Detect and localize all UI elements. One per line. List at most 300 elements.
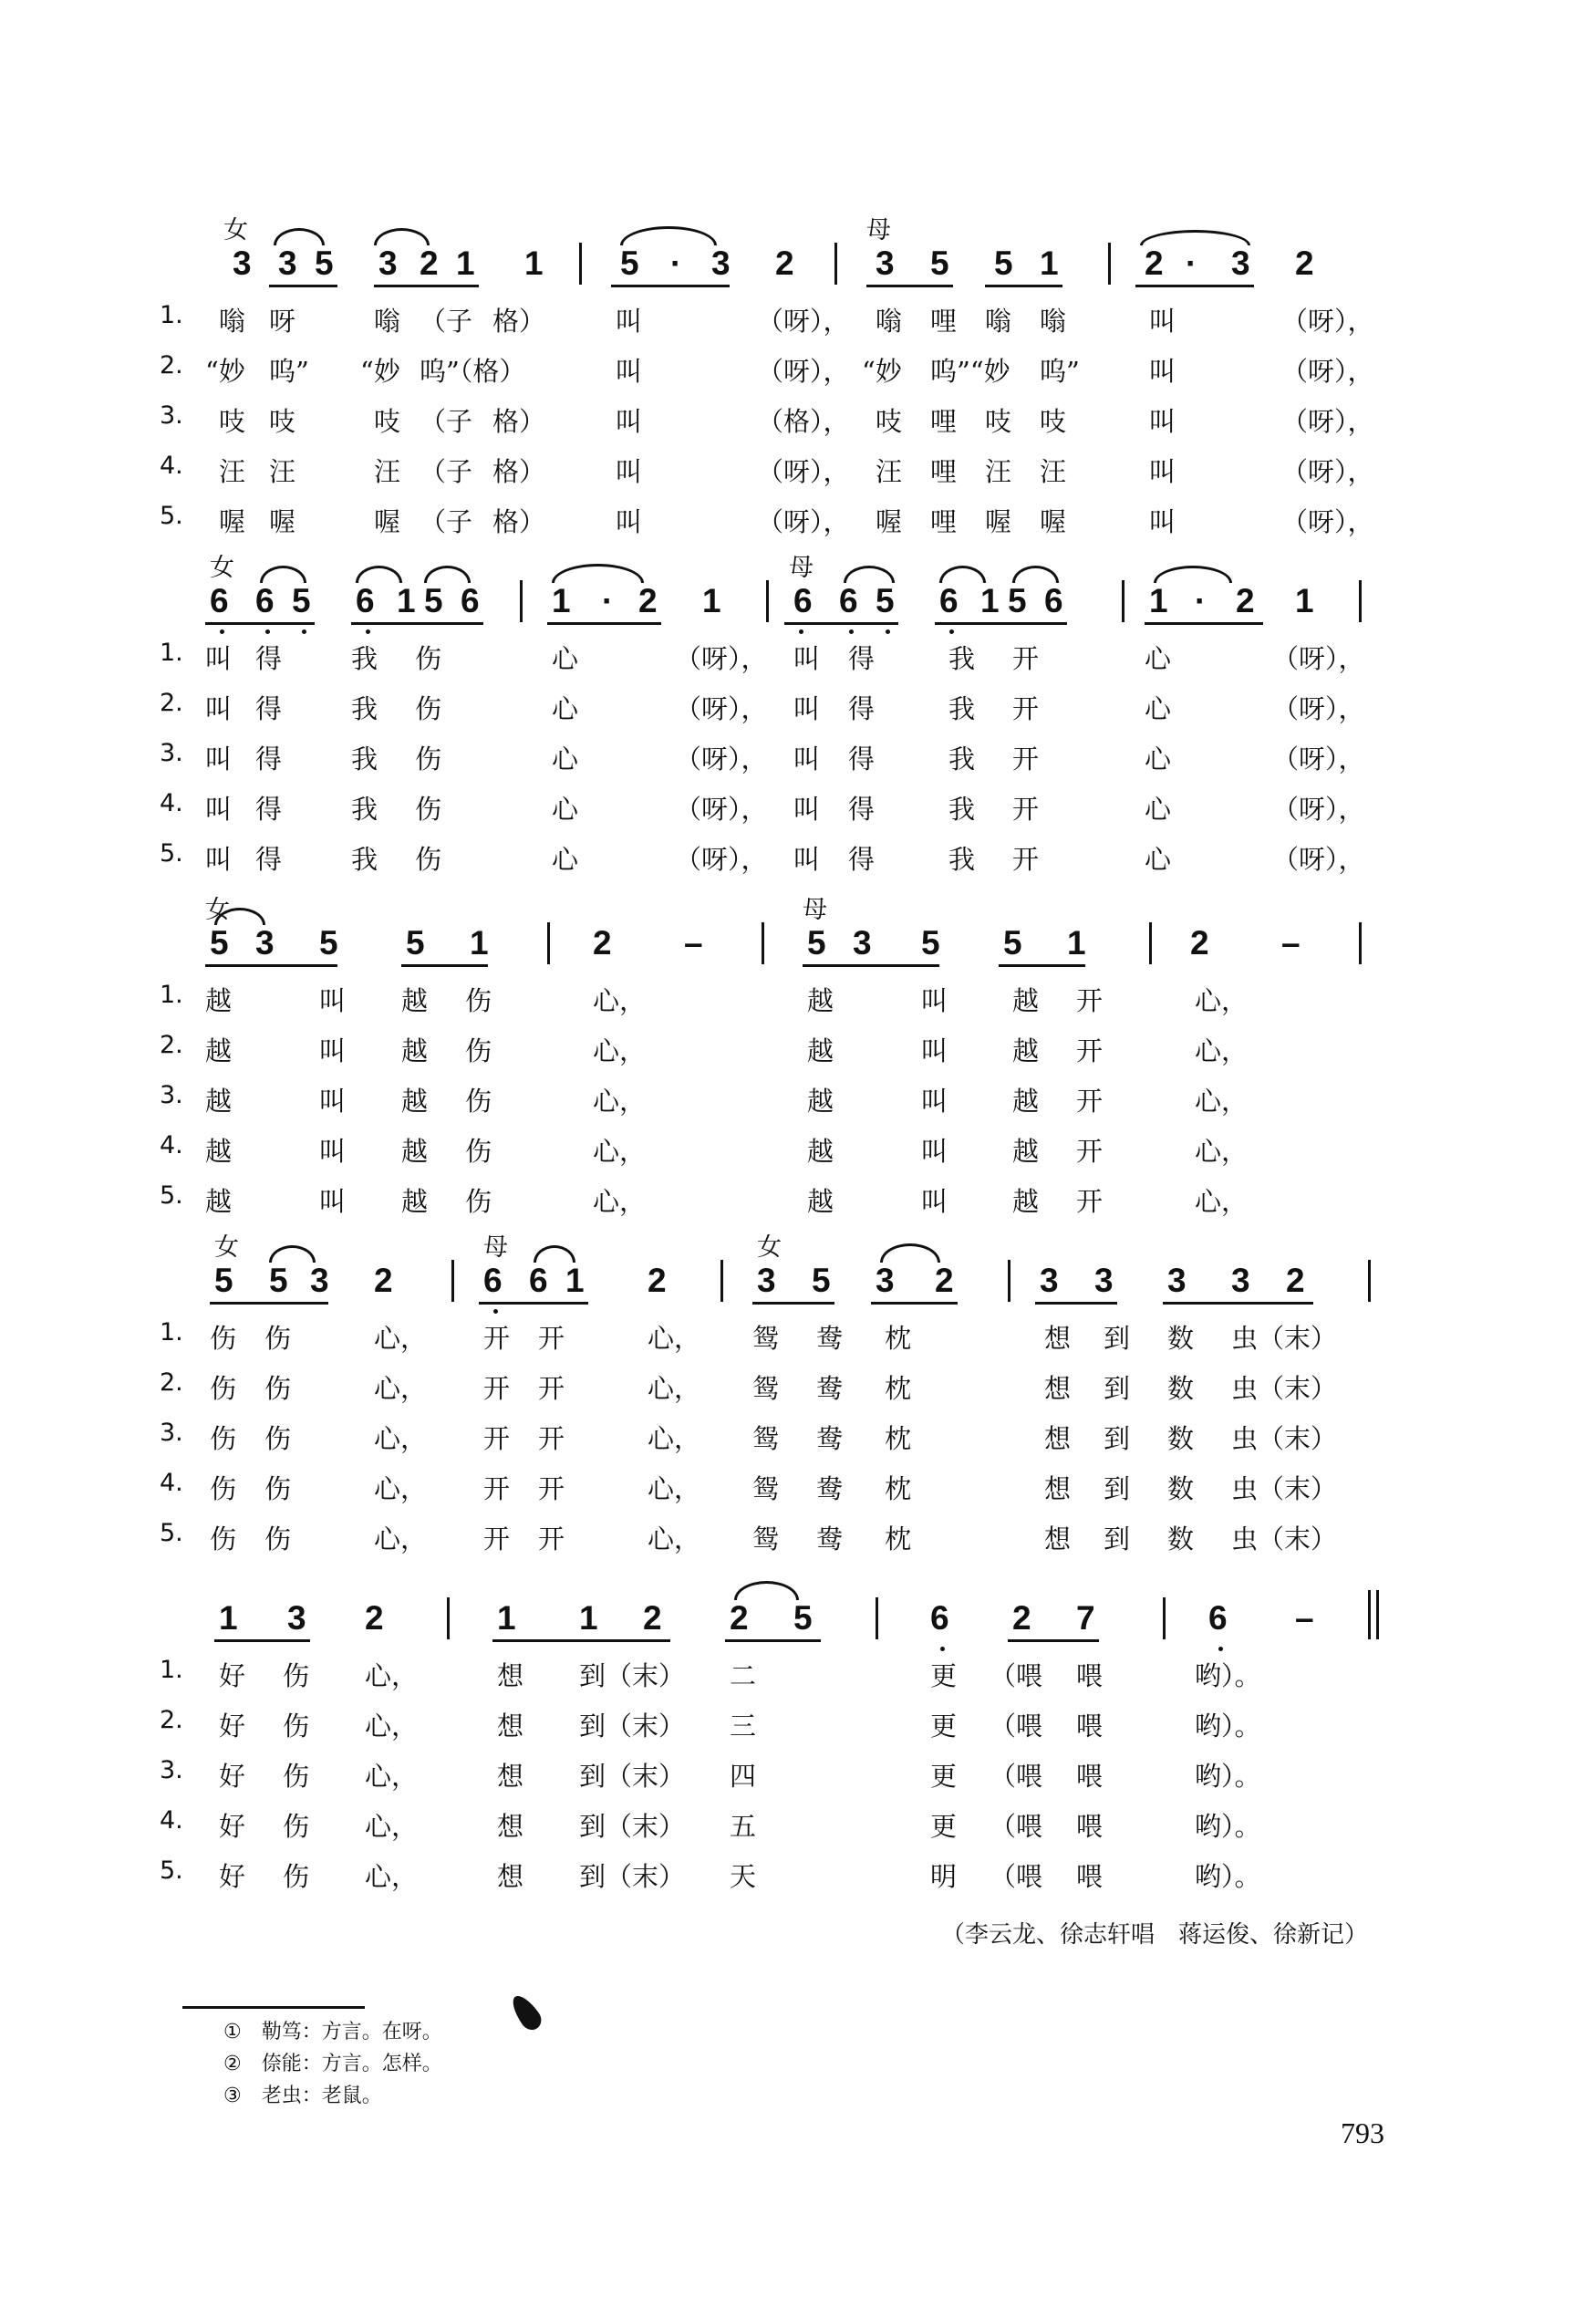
lyric-text: （子 xyxy=(420,406,473,437)
note-digit: 3 xyxy=(1040,1262,1059,1299)
lyric-text: 好 xyxy=(219,1660,246,1691)
lyric-text: 叫 xyxy=(921,1186,948,1217)
lyric-text: 格） xyxy=(492,306,546,337)
bar-line xyxy=(547,922,550,964)
verse-number: 2. xyxy=(160,689,183,717)
lyric-text: 叫 xyxy=(319,1086,347,1117)
lyric-text: （喂 xyxy=(990,1761,1043,1792)
lyric-text: 伤 xyxy=(465,1186,492,1217)
lyric-text: 越 xyxy=(807,1086,834,1117)
note-digit: 6 xyxy=(483,1262,503,1299)
lyric-text: 伤 xyxy=(210,1323,237,1354)
verse-number: 3. xyxy=(160,1081,183,1109)
lyric-text: 叫 xyxy=(616,356,643,387)
lyric-text: 伤 xyxy=(415,743,442,775)
verse-number: 5. xyxy=(160,1856,183,1885)
lyric-text: 心， xyxy=(593,1136,647,1167)
lyric-text: 心， xyxy=(374,1523,428,1555)
beam-underline xyxy=(1035,1302,1117,1305)
beam-underline xyxy=(1163,1302,1313,1305)
slur-mark xyxy=(534,1245,575,1263)
lyric-text: 心， xyxy=(365,1761,419,1792)
lyric-text: 我 xyxy=(948,643,976,674)
lyric-text: 我 xyxy=(948,743,976,775)
lyric-text: 嗡 xyxy=(985,306,1012,337)
slur-mark xyxy=(260,566,306,583)
note-digit: 6 xyxy=(210,582,229,619)
lyric-text: 叫 xyxy=(616,406,643,437)
lyric-text: 伤 xyxy=(283,1861,310,1892)
note-digit: 1 xyxy=(1295,582,1314,619)
lyric-text: 吱 xyxy=(985,406,1012,437)
note-digit: 1 xyxy=(1040,244,1059,282)
lyric-text: 虫（末） xyxy=(1231,1323,1338,1354)
verse-number: 1. xyxy=(160,301,183,329)
lyric-text: 我 xyxy=(351,844,378,875)
lyric-text: 心 xyxy=(552,693,579,724)
lyric-text: 叫 xyxy=(793,693,821,724)
lyric-text: 越 xyxy=(205,985,233,1016)
role-marker: 女 xyxy=(223,216,248,244)
note-digit: 3 xyxy=(378,244,398,282)
note-digit: 6 xyxy=(255,582,275,619)
note-digit: 5 xyxy=(406,924,425,962)
lyric-text: 叫 xyxy=(616,306,643,337)
lyric-text: 格） xyxy=(492,456,546,487)
lyric-text: 嗡 xyxy=(876,306,903,337)
footnote-2: ② 倷能：方言。怎样。 xyxy=(223,2053,442,2075)
lyric-text: 三 xyxy=(730,1711,757,1742)
lyric-text: 喔 xyxy=(219,506,246,537)
verse-number: 1. xyxy=(160,981,183,1009)
note-digit: · xyxy=(602,582,614,619)
lyric-text: 哟）。 xyxy=(1195,1711,1261,1742)
lyric-text: 我 xyxy=(948,693,976,724)
note-digit: 5 xyxy=(921,924,940,962)
lyric-text: 叫 xyxy=(1149,506,1176,537)
lyric-text: 嗡 xyxy=(219,306,246,337)
lyric-text: 鸳 xyxy=(752,1473,780,1504)
note-digit: – xyxy=(1295,1599,1314,1637)
lyric-text: 伤 xyxy=(465,1035,492,1066)
lyric-text: 叫 xyxy=(319,1035,347,1066)
note-digit: 1 xyxy=(497,1599,516,1637)
lyric-text: （格）， xyxy=(757,406,850,437)
lyric-text: （呀）， xyxy=(675,743,768,775)
lyric-text: 汪 xyxy=(269,456,296,487)
lyric-text: 哩 xyxy=(930,456,958,487)
note-digit: 3 xyxy=(1167,1262,1187,1299)
lyric-text: （呀）， xyxy=(675,794,768,825)
lyric-text: 鸳 xyxy=(752,1423,780,1454)
note-digit: 1 xyxy=(980,582,1000,619)
note-digit: 5 xyxy=(292,582,311,619)
lyric-text: （喂 xyxy=(990,1660,1043,1691)
lyric-text: 越 xyxy=(1012,985,1040,1016)
lyric-text: 心 xyxy=(552,844,579,875)
note-digit: 2 xyxy=(374,1262,393,1299)
verse-number: 1. xyxy=(160,1318,183,1347)
slur-mark xyxy=(356,566,402,583)
lyric-text: 想 xyxy=(1044,1323,1072,1354)
lyric-text: 开 xyxy=(1076,1186,1104,1217)
lyric-text: 心 xyxy=(552,794,579,825)
lyric-text: 哟）。 xyxy=(1195,1660,1261,1691)
note-digit: 5 xyxy=(1008,582,1027,619)
verse-number: 4. xyxy=(160,789,183,817)
beam-underline xyxy=(611,285,730,287)
lyric-text: 叫 xyxy=(921,1136,948,1167)
lyric-text: 越 xyxy=(205,1086,233,1117)
slur-mark xyxy=(734,1581,799,1600)
lyric-text: 汪 xyxy=(219,456,246,487)
lyric-text: 伤 xyxy=(264,1423,292,1454)
verse-number: 4. xyxy=(160,1469,183,1497)
lyric-text: （呀）， xyxy=(675,693,768,724)
lyric-text: 虫（末） xyxy=(1231,1373,1338,1404)
beam-underline xyxy=(205,964,337,967)
lyric-text: （呀）， xyxy=(757,456,850,487)
beam-underline xyxy=(866,285,953,287)
slur-mark xyxy=(939,566,986,583)
lyric-text: 伤 xyxy=(283,1811,310,1842)
note-digit: – xyxy=(684,924,703,962)
lyric-text: 喂 xyxy=(1076,1711,1104,1742)
role-marker: 母 xyxy=(789,554,814,582)
lyric-text: 枕 xyxy=(885,1523,912,1555)
lyric-text: 到（末） xyxy=(579,1711,686,1742)
lyric-text: 开 xyxy=(538,1323,565,1354)
page-number: 793 xyxy=(1341,2116,1384,2149)
lyric-text: 心， xyxy=(593,985,647,1016)
note-digit: – xyxy=(1281,924,1301,962)
bar-line xyxy=(520,580,523,622)
lyric-text: （子 xyxy=(420,506,473,537)
lyric-text: 鸳 xyxy=(752,1323,780,1354)
lyric-text: 越 xyxy=(807,1186,834,1217)
lyric-text: 越 xyxy=(1012,1035,1040,1066)
lyric-text: 叫 xyxy=(1149,406,1176,437)
beam-underline xyxy=(351,622,483,625)
beam-underline xyxy=(1008,1639,1099,1642)
beam-underline xyxy=(999,964,1085,967)
lyric-text: 想 xyxy=(497,1660,524,1691)
lyric-text: 开 xyxy=(1076,985,1104,1016)
lyric-text: 想 xyxy=(1044,1523,1072,1555)
lyric-text: 嗡 xyxy=(374,306,401,337)
beam-underline xyxy=(374,285,479,287)
lyric-text: 越 xyxy=(205,1136,233,1167)
lyric-text: 叫 xyxy=(205,844,233,875)
lyric-text: 格） xyxy=(492,506,546,537)
verse-number: 2. xyxy=(160,351,183,380)
lyric-text: （子 xyxy=(420,456,473,487)
note-digit: 1 xyxy=(702,582,721,619)
lyric-text: 心， xyxy=(374,1473,428,1504)
lyric-text: 伤 xyxy=(283,1761,310,1792)
role-marker: 女 xyxy=(214,1233,239,1262)
note-digit: 1 xyxy=(456,244,475,282)
role-marker: 母 xyxy=(483,1233,508,1262)
lyric-text: （子 xyxy=(420,306,473,337)
lyric-text: 伤 xyxy=(264,1523,292,1555)
lyric-text: 数 xyxy=(1167,1523,1195,1555)
lyric-text: 越 xyxy=(807,1136,834,1167)
note-digit: 1 xyxy=(1067,924,1086,962)
lyric-text: 心， xyxy=(1195,1136,1249,1167)
lyric-text: 四 xyxy=(730,1761,757,1792)
footnote-1: ① 勒笃：方言。在呀。 xyxy=(223,2021,442,2043)
note-digit: 5 xyxy=(876,582,895,619)
note-digit: 3 xyxy=(853,924,872,962)
note-digit: 2 xyxy=(643,1599,662,1637)
beam-underline xyxy=(205,622,315,625)
lyric-text: 到（末） xyxy=(579,1761,686,1792)
lyric-text: 呜” xyxy=(1040,356,1080,387)
lyric-text: 叫 xyxy=(205,794,233,825)
note-digit: 1 xyxy=(579,1599,598,1637)
verse-number: 4. xyxy=(160,452,183,480)
verse-number: 4. xyxy=(160,1131,183,1159)
lyric-text: 开 xyxy=(538,1523,565,1555)
slur-mark xyxy=(552,564,644,583)
lyric-text: 数 xyxy=(1167,1323,1195,1354)
note-digit: 1 xyxy=(565,1262,585,1299)
lyric-text: 开 xyxy=(538,1473,565,1504)
lyric-text: 心， xyxy=(648,1423,701,1454)
lyric-text: 数 xyxy=(1167,1423,1195,1454)
verse-number: 2. xyxy=(160,1706,183,1734)
octave-dot xyxy=(1218,1647,1223,1651)
lyric-text: 伤 xyxy=(264,1473,292,1504)
slur-mark xyxy=(274,228,325,245)
bar-line xyxy=(1163,1597,1166,1639)
lyric-text: （呀）， xyxy=(757,306,850,337)
note-digit: 2 xyxy=(1190,924,1209,962)
lyric-text: 伤 xyxy=(283,1660,310,1691)
note-digit: 5 xyxy=(1003,924,1022,962)
bar-line xyxy=(762,922,764,964)
beam-underline xyxy=(871,1302,958,1305)
lyric-text: 想 xyxy=(497,1811,524,1842)
slur-mark xyxy=(269,1245,316,1263)
note-digit: 1 xyxy=(397,582,416,619)
lyric-text: 开 xyxy=(483,1423,511,1454)
lyric-text: 虫（末） xyxy=(1231,1423,1338,1454)
note-digit: 6 xyxy=(939,582,959,619)
note-digit: 3 xyxy=(1231,1262,1250,1299)
score-system xyxy=(0,1227,1596,1555)
note-digit: 3 xyxy=(310,1262,329,1299)
final-bar-line xyxy=(1368,1590,1371,1639)
lyric-text: 开 xyxy=(1076,1035,1104,1066)
lyric-text: 喔 xyxy=(1040,506,1067,537)
slur-mark xyxy=(1012,566,1059,583)
lyric-text: 我 xyxy=(948,844,976,875)
note-digit: 2 xyxy=(648,1262,667,1299)
note-digit: 7 xyxy=(1076,1599,1095,1637)
lyric-text: 得 xyxy=(848,643,876,674)
note-digit: 1 xyxy=(1149,582,1168,619)
lyric-text: 叫 xyxy=(1149,456,1176,487)
lyric-text: 心， xyxy=(648,1523,701,1555)
note-digit: 6 xyxy=(1044,582,1063,619)
lyric-text: （呀）， xyxy=(675,643,768,674)
lyric-text: 越 xyxy=(401,1186,429,1217)
lyric-text: 伤 xyxy=(465,985,492,1016)
lyric-text: 喔 xyxy=(876,506,903,537)
lyric-text: 喂 xyxy=(1076,1811,1104,1842)
note-digit: 2 xyxy=(1286,1262,1305,1299)
lyric-text: 呜”“妙 xyxy=(930,356,1010,387)
lyric-text: 明 xyxy=(930,1861,958,1892)
lyric-text: 得 xyxy=(848,794,876,825)
beam-underline xyxy=(214,1639,310,1642)
lyric-text: 伤 xyxy=(415,643,442,674)
lyric-text: 心， xyxy=(365,1811,419,1842)
lyric-text: 得 xyxy=(255,643,283,674)
lyric-text: 喔 xyxy=(985,506,1012,537)
lyric-text: 心 xyxy=(1145,643,1172,674)
lyric-text: 开 xyxy=(1012,743,1040,775)
beam-underline xyxy=(269,285,337,287)
lyric-text: （呀）， xyxy=(757,356,850,387)
lyric-text: 伤 xyxy=(465,1086,492,1117)
lyric-text: 开 xyxy=(1076,1086,1104,1117)
octave-dot xyxy=(940,1647,945,1651)
lyric-text: 越 xyxy=(205,1035,233,1066)
note-digit: 5 xyxy=(319,924,338,962)
lyric-text: 伤 xyxy=(415,794,442,825)
lyric-text: 心， xyxy=(1195,1186,1249,1217)
note-digit: 5 xyxy=(214,1262,233,1299)
lyric-text: 心 xyxy=(552,743,579,775)
octave-dot xyxy=(265,629,270,634)
beam-underline xyxy=(752,1302,834,1305)
bar-line xyxy=(834,243,837,285)
lyric-text: 心， xyxy=(374,1373,428,1404)
lyric-text: 想 xyxy=(1044,1373,1072,1404)
score-system xyxy=(0,210,1596,538)
lyric-text: 叫 xyxy=(793,794,821,825)
lyric-text: 得 xyxy=(255,844,283,875)
lyric-text: 喂 xyxy=(1076,1761,1104,1792)
note-digit: 1 xyxy=(552,582,571,619)
lyric-text: 好 xyxy=(219,1811,246,1842)
lyric-text: 枕 xyxy=(885,1423,912,1454)
lyric-text: （喂 xyxy=(990,1861,1043,1892)
note-digit: 3 xyxy=(711,244,731,282)
note-digit: 6 xyxy=(793,582,813,619)
note-digit: 6 xyxy=(529,1262,548,1299)
lyric-text: 五 xyxy=(730,1811,757,1842)
lyric-text: 开 xyxy=(1012,693,1040,724)
lyric-text: 得 xyxy=(848,844,876,875)
lyric-text: 心， xyxy=(1195,1086,1249,1117)
note-digit: 6 xyxy=(839,582,858,619)
lyric-text: 到（末） xyxy=(579,1861,686,1892)
verse-number: 5. xyxy=(160,1181,183,1210)
lyric-text: 心， xyxy=(1195,1035,1249,1066)
note-digit: 3 xyxy=(757,1262,776,1299)
lyric-text: 鸯 xyxy=(816,1323,844,1354)
lyric-text: 到 xyxy=(1104,1373,1131,1404)
beam-underline xyxy=(492,1639,670,1642)
note-digit: 5 xyxy=(315,244,334,282)
verse-number: 2. xyxy=(160,1368,183,1397)
note-digit: · xyxy=(1195,582,1207,619)
note-digit: 3 xyxy=(876,1262,895,1299)
lyric-text: （呀）， xyxy=(1272,693,1365,724)
octave-dot xyxy=(799,629,803,634)
lyric-text: 开 xyxy=(538,1423,565,1454)
lyric-text: 越 xyxy=(401,985,429,1016)
lyric-text: 越 xyxy=(807,1035,834,1066)
note-digit: 5 xyxy=(210,924,229,962)
lyric-text: 更 xyxy=(930,1660,958,1691)
lyric-text: 叫 xyxy=(616,506,643,537)
lyric-text: 叫 xyxy=(793,743,821,775)
lyric-text: 吱 xyxy=(876,406,903,437)
beam-underline xyxy=(935,622,1067,625)
lyric-text: （呀）， xyxy=(1272,844,1365,875)
lyric-text: 开 xyxy=(483,1523,511,1555)
lyric-text: 我 xyxy=(351,743,378,775)
note-digit: · xyxy=(1186,244,1197,282)
lyric-text: 开 xyxy=(1076,1136,1104,1167)
lyric-text: 越 xyxy=(401,1035,429,1066)
note-digit: 5 xyxy=(620,244,639,282)
lyric-text: 心， xyxy=(648,1473,701,1504)
beam-underline xyxy=(784,622,898,625)
lyric-text: 叫 xyxy=(319,985,347,1016)
lyric-text: 到 xyxy=(1104,1473,1131,1504)
beam-underline xyxy=(479,1302,588,1305)
lyric-text: “妙 xyxy=(862,356,902,387)
note-digit: 2 xyxy=(1012,1599,1031,1637)
lyric-text: 越 xyxy=(401,1136,429,1167)
lyric-text: 得 xyxy=(848,743,876,775)
note-digit: 5 xyxy=(994,244,1013,282)
verse-number: 5. xyxy=(160,502,183,530)
role-marker: 女 xyxy=(757,1233,782,1262)
lyric-text: 叫 xyxy=(205,693,233,724)
lyric-text: 开 xyxy=(1012,794,1040,825)
note-digit: 6 xyxy=(930,1599,949,1637)
verse-number: 5. xyxy=(160,1519,183,1547)
lyric-text: 想 xyxy=(497,1761,524,1792)
lyric-text: 到（末） xyxy=(579,1811,686,1842)
lyric-text: 好 xyxy=(219,1761,246,1792)
beam-underline xyxy=(547,622,661,625)
bar-line xyxy=(1149,922,1152,964)
lyric-text: 得 xyxy=(848,693,876,724)
role-marker: 母 xyxy=(803,896,827,924)
lyric-text: 叫 xyxy=(1149,356,1176,387)
octave-dot xyxy=(949,629,954,634)
lyric-text: 哟）。 xyxy=(1195,1861,1261,1892)
lyric-text: 鸯 xyxy=(816,1523,844,1555)
note-digit: 3 xyxy=(255,924,275,962)
lyric-text: 越 xyxy=(401,1086,429,1117)
lyric-text: 呀 xyxy=(269,306,296,337)
lyric-text: 叫 xyxy=(205,643,233,674)
lyric-text: 开 xyxy=(483,1373,511,1404)
lyric-text: 心， xyxy=(593,1186,647,1217)
lyric-text: 哩 xyxy=(930,506,958,537)
lyric-text: 心， xyxy=(593,1086,647,1117)
beam-underline xyxy=(803,964,939,967)
